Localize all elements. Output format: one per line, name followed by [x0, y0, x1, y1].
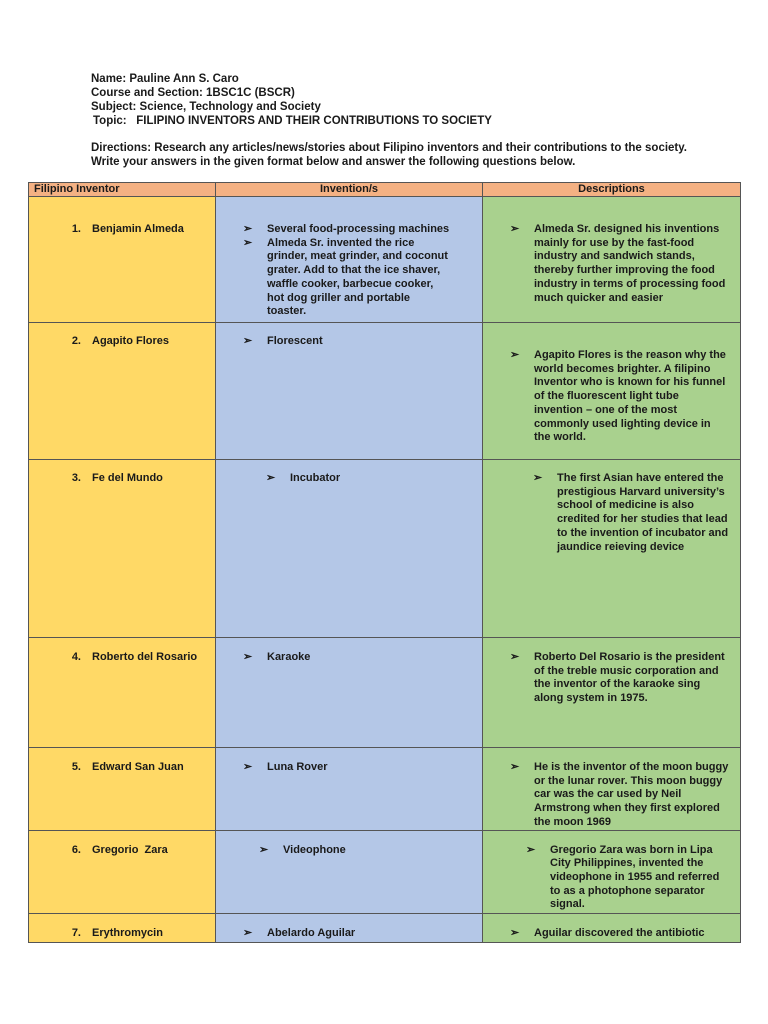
- bullet-arrow-icon: ➢: [510, 223, 520, 235]
- bullet-arrow-icon: ➢: [243, 236, 253, 249]
- inventor-cell: [29, 913, 216, 942]
- description-cell: [483, 913, 741, 942]
- bullet-arrow-icon: ➢: [533, 472, 543, 484]
- description-text: Aguilar discovered the antibiotic: [534, 926, 705, 939]
- description-cell: [483, 830, 741, 913]
- invention-text: Almeda Sr. invented the rice grinder, meat grinder, and coconut grater. Add to that the ice shaver, waffle cooker, barbecue cooker, hot dog griller and portable toaster.: [267, 236, 448, 318]
- table-row: [29, 638, 741, 748]
- inventor-cell: [29, 197, 216, 323]
- description-cell: [483, 638, 741, 748]
- bullet-arrow-icon: ➢: [266, 472, 276, 484]
- inventions-cell: [216, 638, 483, 748]
- inventor-name: Benjamin Almeda: [92, 223, 184, 235]
- bullet-arrow-icon: ➢: [510, 349, 520, 361]
- bullet-arrow-icon: ➢: [510, 651, 520, 663]
- invention-text: Luna Rover: [267, 761, 328, 773]
- description-cell: [483, 748, 741, 831]
- description-text: Gregorio Zara was born in Lipa City Philippines, invented the videophone in 1955 and referred to as a photophone separator signal.: [550, 843, 720, 911]
- table-row: [29, 323, 741, 460]
- description-cell: [483, 197, 741, 323]
- inventor-cell: [29, 460, 216, 638]
- inventor-name: Fe del Mundo: [92, 472, 163, 484]
- row-number: 6.: [71, 843, 81, 856]
- course-section: Course and Section: 1BSC1C (BSCR): [91, 87, 295, 99]
- directions: Directions: Research any articles/news/stories about Filipino inventors and their contributions to the society. Write your answers in the given format below and answer the following questions below.: [91, 142, 687, 168]
- table-row: [29, 913, 741, 942]
- row-number: 2.: [71, 335, 81, 347]
- inventions-cell: [216, 197, 483, 323]
- column-header-inventions: Invention/s: [216, 183, 483, 197]
- row-number: 5.: [71, 761, 81, 773]
- bullet-arrow-icon: ➢: [526, 843, 536, 856]
- inventor-name: Agapito Flores: [92, 335, 170, 347]
- column-header-inventor: Filipino Inventor: [29, 183, 216, 197]
- inventor-cell: [29, 830, 216, 913]
- bullet-arrow-icon: ➢: [243, 761, 253, 773]
- invention-text: Videophone: [283, 843, 346, 856]
- row-number: 7.: [71, 926, 81, 939]
- bullet-arrow-icon: ➢: [259, 843, 269, 856]
- table-row: [29, 748, 741, 831]
- subject: Subject: Science, Technology and Society: [91, 101, 321, 113]
- student-info: [91, 72, 492, 128]
- bullet-arrow-icon: ➢: [243, 335, 253, 347]
- invention-text: Abelardo Aguilar: [267, 926, 356, 939]
- bullet-arrow-icon: ➢: [510, 761, 520, 773]
- inventor-name: Roberto del Rosario: [92, 651, 198, 663]
- description-cell: [483, 323, 741, 460]
- student-name: Name: Pauline Ann S. Caro: [91, 73, 239, 85]
- inventions-cell: [216, 748, 483, 831]
- invention-text: Several food-processing machines: [267, 223, 450, 235]
- inventions-cell: [216, 460, 483, 638]
- inventor-cell: [29, 638, 216, 748]
- table-row: [29, 197, 741, 323]
- inventor-cell: [29, 323, 216, 460]
- description-text: Agapito Flores is the reason why the world becomes brighter. A filipino Inventor who is known for his funnel of the fluorescent light tube invention – one of the most commonly used lighting device in the world.: [534, 349, 726, 444]
- row-number: 3.: [71, 472, 81, 484]
- invention-text: Florescent: [267, 335, 323, 347]
- table-header-row: [29, 183, 741, 197]
- inventor-name: Erythromycin: [92, 926, 163, 939]
- inventors-table: [28, 182, 741, 943]
- inventions-cell: [216, 323, 483, 460]
- bullet-arrow-icon: ➢: [243, 223, 253, 235]
- description-text: Roberto Del Rosario is the president of the treble music corporation and the inventor of the karaoke sing along system in 1975.: [534, 651, 725, 705]
- bullet-arrow-icon: ➢: [510, 926, 520, 939]
- description-cell: [483, 460, 741, 638]
- invention-text: Karaoke: [267, 651, 311, 663]
- inventor-name: Gregorio Zara: [92, 843, 168, 856]
- row-number: 1.: [71, 223, 81, 235]
- row-number: 4.: [71, 651, 81, 663]
- inventor-name: Edward San Juan: [92, 761, 184, 773]
- inventor-cell: [29, 748, 216, 831]
- topic: Topic: FILIPINO INVENTORS AND THEIR CONTRIBUTIONS TO SOCIETY: [93, 115, 492, 127]
- description-text: The first Asian have entered the prestigious Harvard university’s school of medicine is also credited for her studies that lead to the invention of incubator and jaundice reieving device: [557, 472, 729, 553]
- table-row: [29, 830, 741, 913]
- inventions-cell: [216, 913, 483, 942]
- description-text: Almeda Sr. designed his inventions mainly for use by the fast-food industry and sandwich stands, thereby further improving the food industry in terms of processing food much quicker and easier: [534, 223, 726, 304]
- bullet-arrow-icon: ➢: [243, 651, 253, 663]
- column-header-descriptions: Descriptions: [483, 183, 741, 197]
- bullet-arrow-icon: ➢: [243, 926, 253, 939]
- invention-text: Incubator: [290, 472, 341, 484]
- table-row: [29, 460, 741, 638]
- inventions-cell: [216, 830, 483, 913]
- description-text: He is the inventor of the moon buggy or the lunar rover. This moon buggy car was the car used by Neil Armstrong when they first explored the moon 1969: [534, 761, 729, 828]
